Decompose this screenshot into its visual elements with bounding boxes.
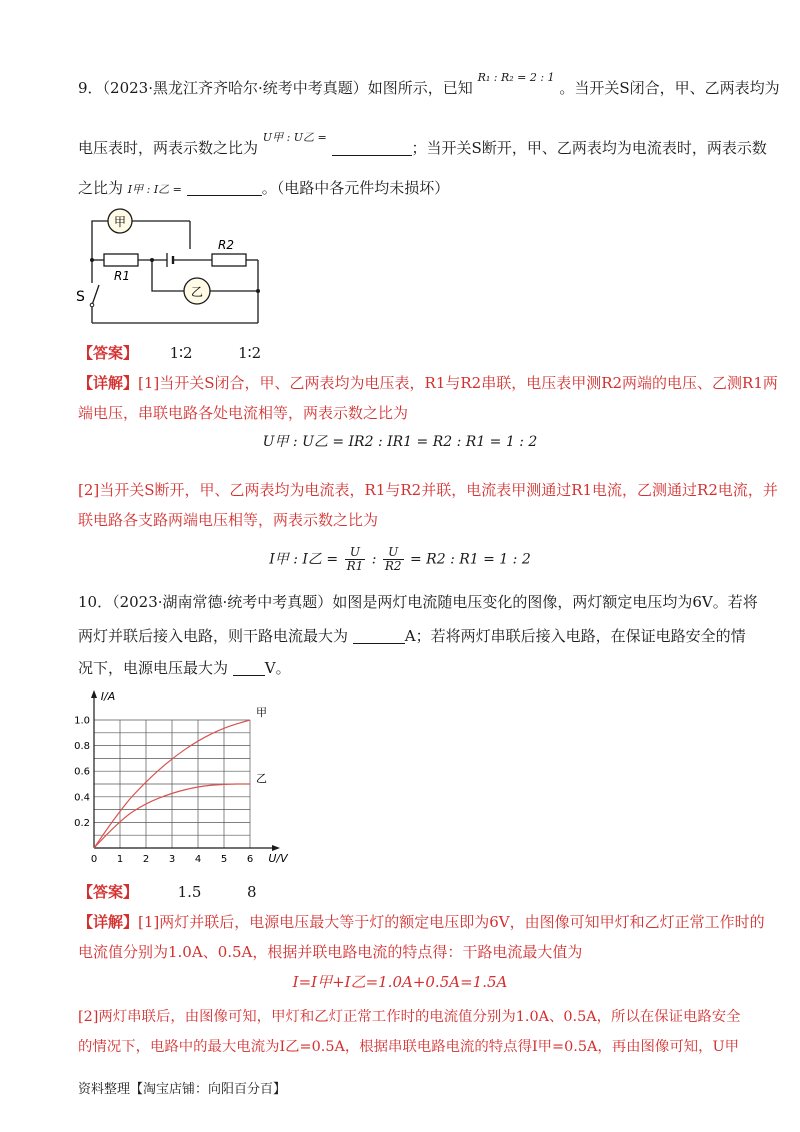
x-tick-label: 1	[116, 854, 124, 865]
q9-formula-2-left: I甲 : I乙 =	[269, 551, 339, 568]
q9-formula-2-colon: :	[371, 551, 377, 568]
y-tick-label: 0.4	[74, 792, 90, 804]
circuit-wire-left	[92, 221, 108, 323]
q9-detail-2b: R1与R2并联，电流表甲测通过R1电流，乙测通过R2电流，并	[364, 481, 778, 499]
q9-line-2	[78, 131, 767, 160]
switch-label: S	[76, 289, 85, 305]
q10-line2-a: 两灯并联后接入电路，则干路电流最大为	[78, 627, 349, 645]
q9-frac-1: $\frac{U}{R1}$	[346, 545, 364, 573]
chart-labels	[74, 690, 289, 865]
x-tick-label: 2	[142, 854, 150, 865]
q10-line3-a: 况下，电源电压最大为	[78, 659, 229, 677]
meter-jia-label: 甲	[113, 215, 127, 229]
y-tick-label: 0.2	[74, 817, 90, 829]
q9-detail-line-4	[78, 510, 378, 530]
q9-frac-2: $\frac{U}{R2}$	[384, 545, 402, 573]
r2-label: R2	[218, 238, 234, 252]
q9-detail-line-1	[78, 373, 778, 393]
x-axis-arrow	[272, 845, 280, 851]
q9-source: （2023·黑龙江齐齐哈尔·统考中考真题）	[102, 79, 368, 97]
series-label-yi: 乙	[256, 772, 267, 785]
q9-line2-a: 电压表时，两表示数之比为	[78, 139, 259, 157]
q9-answer-1: 1∶2	[169, 344, 193, 362]
q9-line-1	[78, 71, 780, 100]
q10-stem-a: 如图是两灯电流随电压变化的图像，两灯额定电压均为6V。若将	[332, 593, 758, 611]
q9-stem-b: 。当开关S闭合，甲、乙两表均为	[559, 79, 780, 97]
x-tick-label: 6	[246, 854, 254, 865]
q9-formula-2	[0, 546, 800, 573]
y-tick-label: 0.8	[74, 741, 90, 753]
q10-line-3	[78, 658, 291, 678]
q10-iu-chart	[70, 680, 310, 870]
q9-line3-a: 之比为	[78, 179, 124, 197]
q10-line3-b: V。	[264, 659, 291, 677]
meter-yi-label: 乙	[190, 285, 204, 299]
chart-axes	[91, 690, 280, 851]
y-tick-label: 1.0	[74, 715, 90, 727]
q10-detail-line-2	[78, 942, 582, 962]
q10-answer-2: 8	[247, 883, 257, 901]
x-tick-label: 4	[194, 854, 202, 865]
q9-detail-1c: 端电压，串联电路各处电流相等，两表示数之比为	[78, 404, 409, 422]
resistor-r2	[212, 254, 246, 266]
q10-detail-2b: 的情况下，电路中的最大电流为I乙=0.5A，根据串联电路电流的特点得I甲=0.5A，再由图像可知，U甲	[78, 1039, 740, 1055]
q10-detail-1b: 电流值分别为1.0A、0.5A，根据并联电路电流的特点得：干路电流最大值为	[78, 943, 583, 961]
q10-detail-tag: 【详解】	[78, 913, 139, 931]
q10-formula-1: I=I甲+I乙=1.0A+0.5A=1.5A	[292, 973, 508, 991]
q10-detail-line-3	[78, 1007, 741, 1027]
q10-answer-line	[78, 882, 257, 902]
q9-number: 9．	[78, 79, 103, 97]
q9-formula-2-right: = R2 : R1 = 1 : 2	[409, 551, 531, 568]
q10-answer-tag: 【答案】	[78, 883, 139, 901]
q9-blank-1[interactable]	[332, 139, 412, 156]
q10-detail-1a: [1]两灯并联后，电源电压最大等于灯的额定电压即为6V，由图像可知甲灯和乙灯正常工作时的	[138, 913, 765, 931]
q9-blank-2[interactable]	[187, 179, 262, 196]
q10-number: 10．	[78, 593, 113, 611]
q9-stem-a: 如图所示，已知	[367, 79, 473, 97]
q10-line-2	[78, 626, 746, 646]
q10-detail-2a: [2]两灯串联后，由图像可知，甲灯和乙灯正常工作时的电流值分别为1.0A、0.5A，所以在保证电路安全	[78, 1009, 741, 1025]
page-footer: 资料整理【淘宝店铺：向阳百分百】	[78, 1082, 287, 1097]
q9-line-3	[78, 178, 449, 200]
q9-line2-b: ；当开关S断开，甲、乙两表均为电流表时，两表示数	[411, 139, 767, 157]
y-axis-label: I/A	[100, 690, 116, 703]
q9-line3-b: 。（电路中各元件均未损坏）	[261, 179, 450, 197]
q10-detail-line-1	[78, 912, 765, 932]
q9-answer-2: 1∶2	[238, 344, 262, 362]
q9-detail-tag: 【详解】	[78, 374, 139, 392]
x-tick-label: 5	[220, 854, 228, 865]
resistor-r1	[104, 254, 138, 266]
q10-source: （2023·湖南常德·统考中考真题）	[112, 593, 333, 611]
x-tick-label: 3	[168, 854, 176, 865]
q9-circuit-diagram	[72, 205, 272, 330]
q9-answer-line	[78, 343, 261, 363]
q9-given-ratio: R₁ : R₂ = 2 : 1	[477, 71, 555, 84]
q9-detail-line-2	[78, 403, 408, 423]
q9-detail-2a: [2]当开关S断开，甲、乙两表均为电流表，	[78, 481, 365, 499]
y-axis-arrow	[91, 690, 97, 698]
q10-answer-1: 1.5	[177, 883, 202, 901]
q10-blank-1[interactable]	[353, 627, 405, 644]
q9-ratio-i: I甲 : I乙 =	[127, 183, 182, 196]
q9-formula-1: U甲 : U乙 = IR2 : IR1 = R2 : R1 = 1 : 2	[262, 434, 538, 450]
q9-answer-tag: 【答案】	[78, 344, 139, 362]
q10-line2-b: A；若将两灯串联后接入电路，在保证电路安全的情	[404, 627, 746, 645]
q9-detail-2c: 联电路各支路两端电压相等，两表示数之比为	[78, 511, 379, 529]
q9-detail-1a: [1]当开关S闭合，甲、乙两表均为电压表，	[138, 374, 425, 392]
circuit-wire-meter-yi	[152, 260, 184, 291]
q10-line-1	[78, 592, 758, 612]
q9-detail-line-3	[78, 480, 778, 500]
q10-blank-2[interactable]	[233, 659, 265, 676]
r1-label: R1	[114, 269, 130, 283]
q9-ratio-u: U甲 : U乙 =	[262, 131, 327, 144]
series-label-jia: 甲	[256, 706, 267, 719]
q9-detail-1b: R1与R2串联，电压表甲测R2两端的电压、乙测R1两	[424, 374, 778, 392]
x-tick-label: 0	[90, 854, 98, 865]
x-axis-label: U/V	[268, 852, 288, 865]
y-tick-label: 0.6	[74, 766, 90, 778]
q10-detail-line-4	[78, 1037, 739, 1057]
